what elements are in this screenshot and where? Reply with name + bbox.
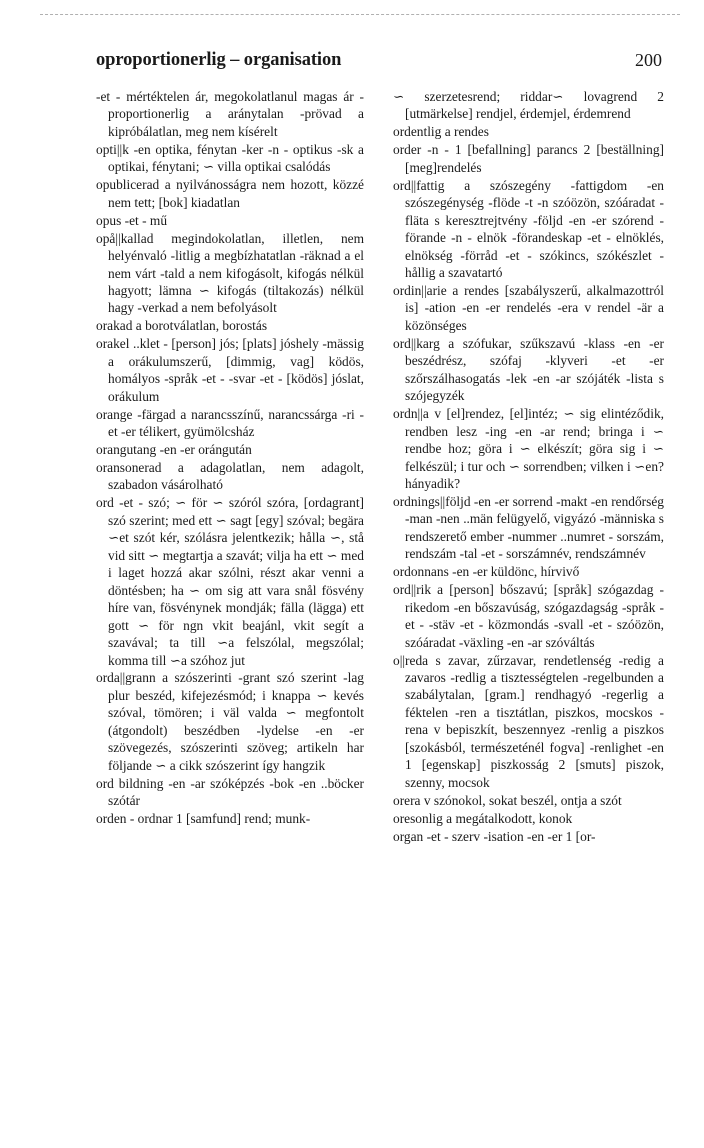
dictionary-entry: organ -et - szerv -isation -en -er 1 [or- [393, 828, 596, 844]
dictionary-entry: orda||grann a szószerinti -grant szó szerint -lag plur beszéd, kifejezésmód; i knappa ∽ kevés szóval, tömören; i väl valda ∽ megfontolt (átgondolt) beszédben -lydelse -en -er szövegezés, szószerinti szöveg; artikeln har följande ∽ a cikk szószerint így hangzik [96, 670, 364, 773]
dictionary-entry: order -n - 1 [befallning] parancs 2 [beställning] [meg]rendelés [393, 142, 664, 175]
dictionary-entry: ordn||a v [el]rendez, [el]intéz; ∽ sig elintéződik, rendben lesz -ing -en -ar rend; bringa i ∽ rendbe hoz; göra i ∽ elkészít; göra sig i ∽ felkészül; i tur och ∽ sorrendben; vilken i ∽en? hányadik? [393, 406, 664, 491]
dictionary-entry: orakel ..klet - [person] jós; [plats] jóshely -mässig a orákulumszerű, [dimmig, vag] ködös, homályos -språk -et - -svar -et - [ködös] jóslat, orákulum [96, 336, 364, 404]
dictionary-entry: opti||k -en optika, fénytan -ker -n - optikus -sk a optikai, fénytani; ∽ villa optikai csalódás [96, 141, 364, 175]
dictionary-entry: opus -et - mű [96, 212, 168, 228]
dictionary-entry: oresonlig a megátalkodott, konok [393, 810, 573, 826]
dictionary-entry: orange -färgad a narancsszínű, narancssárga -ri -et -er télikert, gyümölcsház [96, 406, 364, 440]
dictionary-entry: opå||kallad megindokolatlan, illetlen, nem helyénvaló -litlig a megbízhatatlan -räknad a el nem várt -tald a nem kifogásolt, kifogás nélkül hagyott; lämna ∽ kifogás (tiltakozás) nélkül hagy -verkad a nem befolyásolt [96, 230, 364, 316]
dictionary-entry: oransonerad a adagolatlan, nem adagolt, szabadon vásárolható [96, 460, 364, 493]
right-column [393, 88, 664, 845]
dictionary-entry: ordin||arie a rendes [szabályszerű, alkalmazottról is] -ation -en -er rendelés -era v rendel -är a közönséges [393, 282, 664, 333]
page-header [96, 50, 662, 78]
running-head: oproportionerlig – organisation [96, 50, 342, 70]
dictionary-entry: ordonnans -en -er küldönc, hírvivő [393, 564, 580, 580]
dictionary-entry: ord||fattig a szószegény -fattigdom -en szószegénység -flöde -t -n szóözön, szóáradat -fläta s keresztrejtvény -följd -en -er szórend -förande -n - elnök -förandeskap -et - elnöklés, elnökség -förråd -et - szókincs, szókészlet -hållig a szavatartó [393, 177, 664, 281]
left-column [96, 88, 364, 828]
dictionary-entry: ord -et - szó; ∽ för ∽ szóról szóra, [ordagrant] szó szerint; med ett ∽ sagt [egy] szóval; begära ∽et szót kér, szólásra jelentkezik; hålla ∽, stå vid sitt ∽ megtartja a szavát; vilja ha ett ∽ med i laget hozzá akar szólni, részt akar venni a döntésben; ha ∽ om sig att vara snål fösvény híre van, fösvénynek mondják; fälla (lägga) ett gott ∽ för ngn vkit beajánl, vkit segít a szavával; ta till ∽a felszólal, megszólal; komma till ∽a szóhoz jut [96, 495, 364, 668]
dictionary-entry: ord||karg a szófukar, szűkszavú -klass -en -er beszédrész, szófaj -klyveri -et -er szőrszálhasogatás -lek -en -ar szójáték -lista s szójegyzék [393, 335, 664, 404]
dictionary-entry: ord||rik a [person] bőszavú; [språk] szógazdag -rikedom -en bőszavúság, szógazdagság -språk -et - -stäv -et - közmondás -svall -et - szóözön, szóáradat -växling -en -ar szóváltás [393, 582, 664, 650]
dictionary-entry: o||reda s zavar, zűrzavar, rendetlenség -redig a zavaros -redlig a tisztességtelen -regelbunden a szabálytalan, [gram.] rendhagyó -regerlig a féktelen -ren a tisztátlan, piszkos, mocskos -rena v bepiszkít, beszennyez -renlig a piszkos [szokásból, természeténél fogva] -renlighet -en 1 [egenskap] piszkosság 2 [smuts] piszok, szenny, mocsok [393, 652, 664, 790]
dictionary-entry: -et - mértéktelen ár, megokolatlanul magas ár -proportionerlig a aránytalan -prövad a kipróbálatlan, meg nem kísérelt [96, 89, 364, 139]
dictionary-entry: ord bildning -en -ar szóképzés -bok -en ..böcker szótár [96, 775, 364, 809]
dictionary-entry: ordnings||följd -en -er sorrend -makt -en rendőrség -man -nen ..män felügyelő, vigyázó -människa s rendszerető ember -nummer ..numret - sorszám, rendszám -tal -et - sorszámnév, rendszámnév [393, 493, 664, 562]
page-number: 200 [635, 50, 662, 70]
dictionary-entry: orden - ordnar 1 [samfund] rend; munk- [96, 811, 311, 827]
dictionary-entry: ordentlig a rendes [393, 124, 489, 140]
top-border-line [40, 14, 680, 15]
dictionary-entry: opublicerad a nyilvánosságra nem hozott, közzé nem tett; [bok] kiadatlan [96, 177, 364, 210]
dictionary-entry: orakad a borotválatlan, borostás [96, 318, 268, 334]
dictionary-entry: orera v szónokol, sokat beszél, ontja a szót [393, 792, 622, 808]
dictionary-entry: ∽ szerzetesrend; riddar∽ lovagrend 2 [utmärkelse] rendjel, érdemjel, érdemrend [393, 89, 664, 122]
dictionary-entry: orangutang -en -er orángután [96, 442, 252, 458]
